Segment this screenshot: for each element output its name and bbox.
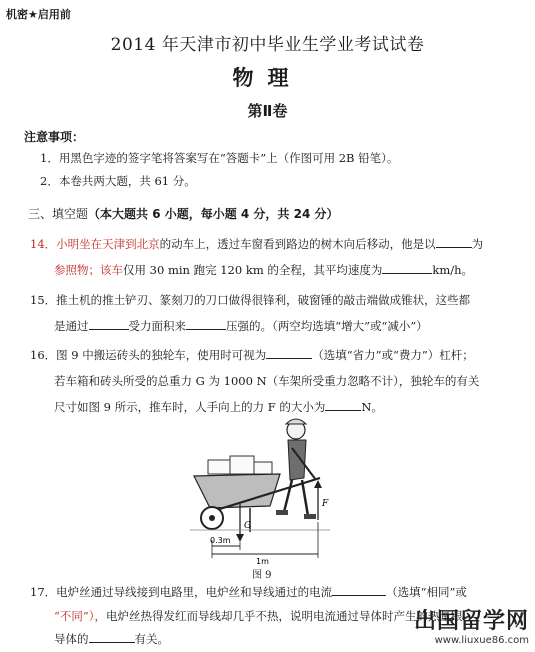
exam-title: 2014 年天津市初中毕业生学业考试试卷 [110,35,425,55]
worker-leg [284,480,292,512]
question-16-line-3: 尺寸如图 9 所示，推车时，人手向上的力 F 的大小为 N。 [54,400,383,414]
gravity-g-label: G [244,521,252,531]
brick [230,456,254,474]
question-16-line-2: 若车箱和砖头所受的总重力 G 为 1000 N（车架所受重力忽略不计），独轮车的有关 [54,374,480,388]
site-watermark [414,604,529,646]
answer-blank[interactable] [89,319,129,330]
wheelbarrow-illustration [180,408,340,566]
worker-leg [302,480,308,516]
section-heading [28,205,338,222]
figure-caption: 图 9 [252,570,272,581]
brick [254,462,272,474]
worker-helmet [286,419,306,424]
wheel-axle [209,515,215,521]
question-17-line-3: 导体的 有关。 [54,632,169,646]
dimension-short-label: 0.3m [210,536,231,545]
question-15-line-1: 15．推土机的推土铲刃、篆刻刀的刀口做得很锋利，破窗锤的敲击端做成锥状，这些都 [30,293,471,307]
question-17-line-1: 17．电炉丝通过导线接到电路里，电炉丝和导线通过的电流 （选填“相同”或 [30,585,467,599]
subject-heading: 物理 [232,66,303,90]
question-14-line-2: 参照物；该车仅用 30 min 跑完 120 km 的全程，其平均速度为 km/h。 [54,263,474,277]
volume-heading: 第Ⅱ卷 [247,102,288,120]
dimension-long-label: 1m [256,557,269,566]
answer-blank[interactable] [436,237,472,248]
brick [208,460,230,474]
confidential-mark: 机密★启用前 [6,8,71,21]
worker-shoe [276,510,288,515]
answer-blank[interactable] [382,263,432,274]
worker-body [288,440,306,480]
question-15-line-2: 是通过 受力面积来 压强的。（两空均选填“增大”或“减小”） [54,319,428,333]
note-item: 2．本卷共两大题，共 61 分。 [40,174,196,188]
notes-heading: 注意事项： [24,130,85,144]
answer-blank[interactable] [332,585,386,596]
gravity-g-arrowhead [236,534,244,542]
answer-blank[interactable] [266,348,312,359]
section-detail: （本大题共 6 小题，每小题 4 分，共 24 分） [88,207,339,221]
watermark-site-name: 出国留学网 [413,609,529,634]
answer-blank[interactable] [89,632,135,643]
question-14-line-1: 14．小明坐在天津到北京的动车上，透过车窗看到路边的树木向后移动，他是以 为 [30,237,484,251]
force-f-arrowhead [314,480,322,488]
worker-shoe [304,514,316,519]
note-item: 1．用黑色字迹的签字笔将答案写在“答题卡”上（作图可用 2B 铅笔）。 [40,151,399,165]
answer-blank[interactable] [186,319,226,330]
question-17-line-2: “不同”），电炉丝热得发红而导线却几乎不热，说明电流通过导体时产生的热量跟 [54,609,463,623]
section-label: 三、填空题 [28,207,89,221]
question-16-line-1: 16．图 9 中搬运砖头的独轮车，使用时可视为 （选填“省力”或“费力”）杠杆； [30,348,474,362]
force-f-label: F [322,499,329,509]
wheelbarrow-figure [180,408,340,566]
watermark-url: www.liuxue86.com [434,635,529,646]
